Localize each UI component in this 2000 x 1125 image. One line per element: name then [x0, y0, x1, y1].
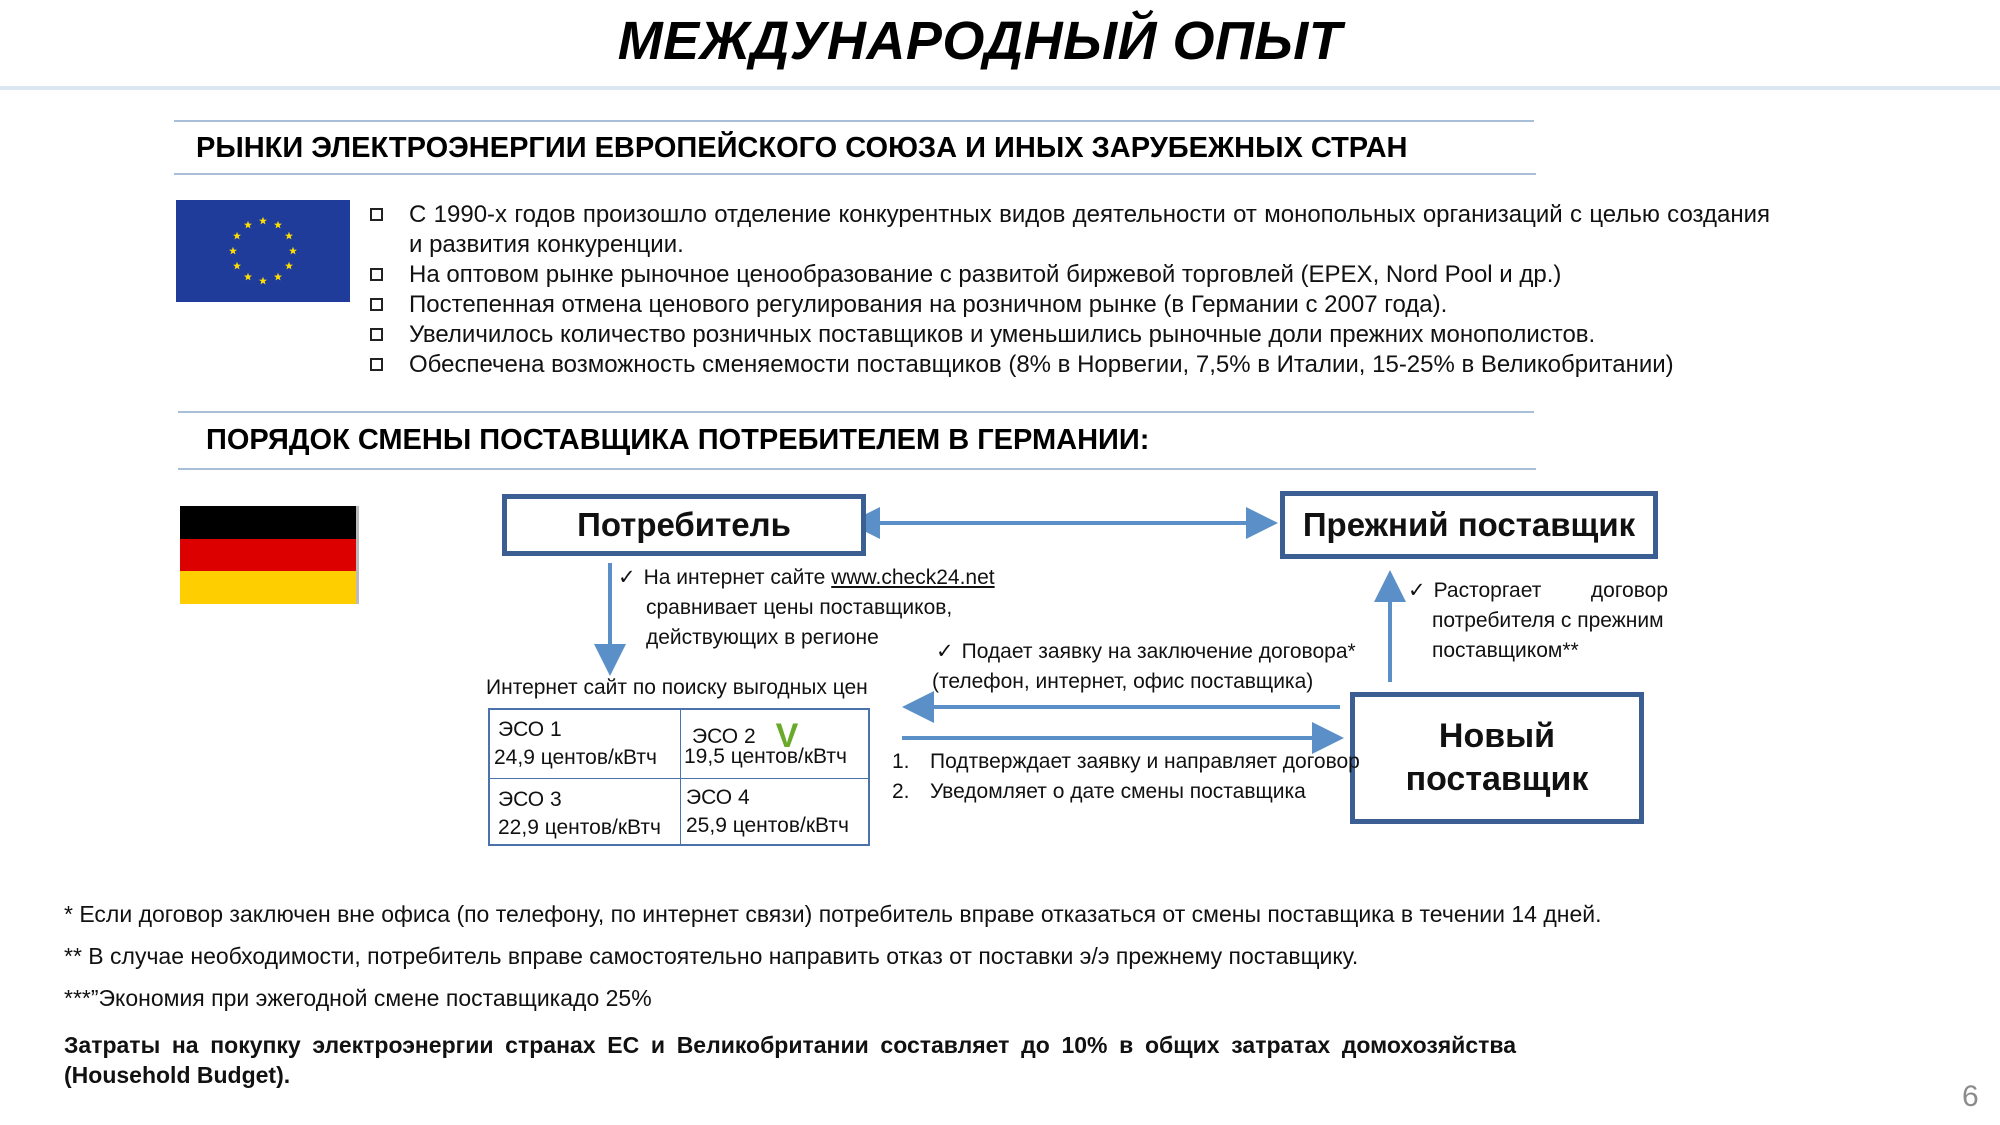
footnote-3: ***”Экономия при эжегодной смене поставщикадо 25% — [64, 985, 652, 1011]
supplier-cell-3: ЭСО 3 22,9 центов/кВтч — [498, 788, 661, 839]
selected-check-icon: V — [775, 717, 799, 755]
request-note: ✓ Подает заявку на заключение договора* (телефон, интернет, офис поставщика) — [932, 640, 1356, 693]
footnote-2: ** В случае необходимости, потребитель вправе самостоятельно направить отказ от поставки э/э прежнему поставщику. — [64, 943, 1359, 969]
summary-text: Затраты на покупку электроэнергии странах ЕС и Великобритании составляет до 10% в общих затратах домохозяйства (Household Budget). — [64, 1032, 1516, 1088]
price-comparison-table — [488, 708, 870, 846]
new-supplier-node: Новый поставщик — [1350, 692, 1644, 824]
bullet-item: С 1990-х годов произошло отделение конкурентных видов деятельности от монопольных организаций с целью создания и развития конкуренции. — [370, 200, 1770, 260]
step-item: 2. Уведомляет о дате смены поставщика — [892, 780, 1306, 803]
bullet-item: Обеспечена возможность сменяемости поставщиков (8% в Норвегии, 7,5% в Италии, 15-25% в Великобритании) — [370, 350, 1770, 380]
confirm-steps-list — [892, 747, 1360, 807]
bullet-item: Увеличилось количество розничных поставщиков и уменьшились рыночные доли прежних монополистов. — [370, 320, 1770, 350]
page-title: МЕЖДУНАРОДНЫЙ ОПЫТ — [617, 11, 1343, 71]
step-item: 1. Подтверждает заявку и направляет договор — [892, 750, 1360, 773]
section1-heading: РЫНКИ ЭЛЕКТРОЭНЕРГИИ ЕВРОПЕЙСКОГО СОЮЗА И ИНЫХ ЗАРУБЕЖНЫХ СТРАН — [196, 132, 1408, 164]
check24-link[interactable]: www.check24.net — [831, 566, 995, 589]
price-site-label: Интернет сайт по поиску выгодных цен — [486, 676, 868, 699]
check-icon: ✓ — [936, 640, 954, 663]
bullet-item: На оптовом рынке рыночное ценообразование с развитой биржевой торговлей (EPEX, Nord Pool и др.) — [370, 260, 1770, 290]
supplier-cell-2: ЭСО 2 V 19,5 центов/кВтч — [684, 717, 847, 768]
consumer-note: ✓ На интернет сайте www.check24.net сравнивает цены поставщиков, действующих в регионе — [618, 566, 995, 649]
check-icon: ✓ — [618, 566, 636, 589]
supplier-cell-1: ЭСО 1 24,9 центов/кВтч — [494, 718, 657, 769]
old-supplier-node: Прежний поставщик — [1280, 491, 1658, 559]
consumer-node: Потребитель — [502, 494, 866, 556]
footnote-1: * Если договор заключен вне офиса (по телефону, по интернет связи) потребитель вправе отказаться от смены поставщика в течении 14 дней. — [64, 901, 1602, 927]
section2-heading: ПОРЯДОК СМЕНЫ ПОСТАВЩИКА ПОТРЕБИТЕЛЕМ В ГЕРМАНИИ: — [206, 424, 1150, 456]
supplier-cell-4: ЭСО 4 25,9 центов/кВтч — [686, 786, 849, 837]
page-number: 6 — [1962, 1080, 1979, 1113]
terminate-note: ✓ Расторгает договор потребителя с прежним поставщиком** — [1408, 579, 1668, 662]
bullet-item: Постепенная отмена ценового регулирования на розничном рынке (в Германии с 2007 года). — [370, 290, 1770, 320]
check-icon: ✓ — [1408, 579, 1426, 602]
